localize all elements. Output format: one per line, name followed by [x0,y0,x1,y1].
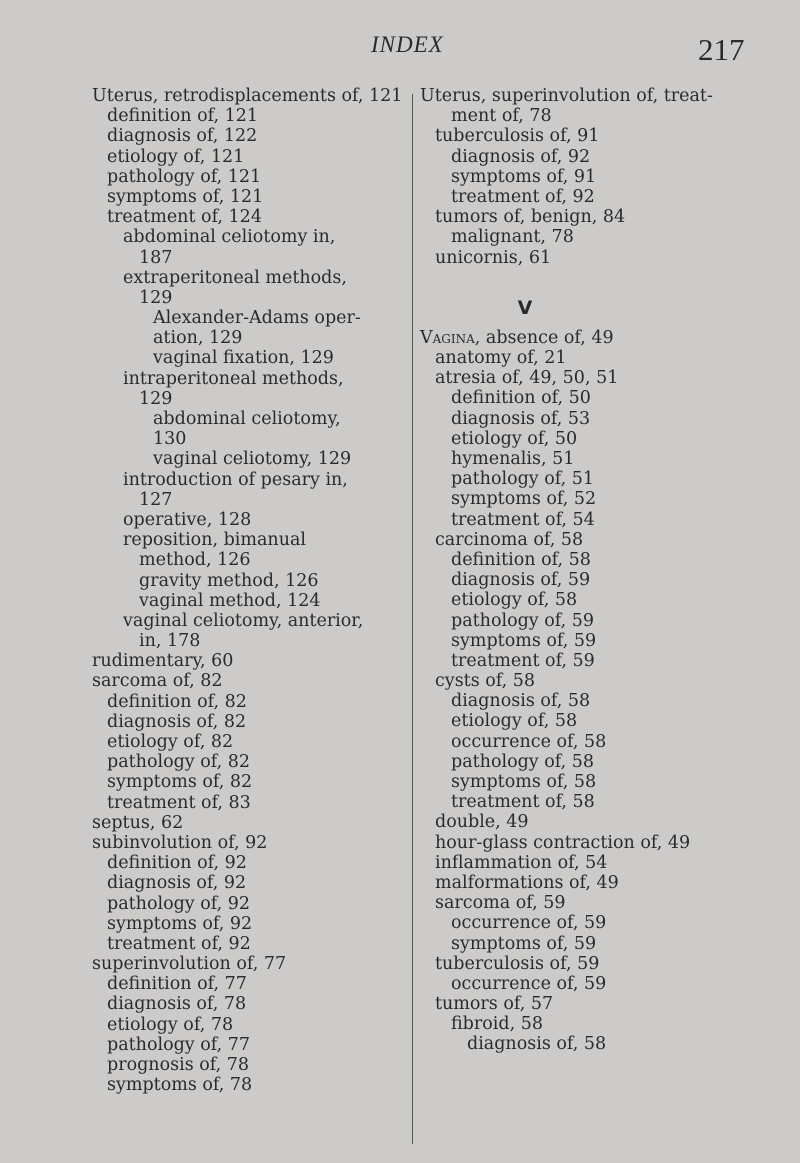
index-entry: subinvolution of, 92 [92,832,268,853]
column-divider [412,94,413,1144]
index-entry: symptoms of, 59 [451,933,597,954]
index-entry: septus, 62 [92,812,184,833]
index-entry: gravity method, 126 [139,570,319,591]
index-entry: diagnosis of, 78 [107,994,247,1015]
index-entry: etiology of, 121 [107,146,245,167]
index-entry: 187 [139,247,173,268]
index-entry: intraperitoneal methods, [123,368,344,389]
index-entry: reposition, bimanual [123,530,306,551]
index-entry: symptoms of, 121 [107,186,264,207]
index-entry: 129 [139,287,173,308]
vagina-headword: Vagina [420,327,475,348]
spacer [420,268,780,288]
index-entry: pathology of, 59 [451,610,595,631]
index-entry: definition of, 92 [107,853,247,874]
index-entry: etiology of, 50 [451,428,578,449]
index-entry: atresia of, 49, 50, 51 [435,368,619,389]
index-entry: ation, 129 [153,328,243,349]
index-column-left [92,86,404,1095]
right-bottom-entries [420,348,780,1055]
index-entry: double, 49 [435,812,529,833]
index-entry: prognosis of, 78 [107,1055,250,1075]
index-entry: diagnosis of, 122 [107,126,258,147]
index-entry: etiology of, 78 [107,1014,234,1035]
index-entry: operative, 128 [123,509,252,530]
index-entry: tumors of, 57 [435,994,554,1015]
index-entry: treatment of, 124 [107,207,262,228]
index-entry: treatment of, 54 [451,509,595,530]
index-entry: pathology of, 92 [107,893,251,914]
index-entry: Uterus, retrodisplacements of, 121 [92,86,403,106]
index-entry: vaginal celiotomy, 129 [153,449,352,470]
index-entry: symptoms of, 52 [451,489,597,510]
index-entry: symptoms of, 58 [451,772,597,792]
index-entry: ment of, 78 [451,106,552,127]
right-top-entries [420,86,780,268]
index-entry: tuberculosis of, 91 [435,126,600,147]
index-entry: inflammation of, 54 [435,852,608,873]
index-entry: method, 126 [139,550,251,571]
index-entry: in, 178 [139,631,201,652]
index-entry: diagnosis of, 58 [467,1034,607,1055]
index-entry: occurrence of, 58 [451,731,607,752]
section-letter: V [517,296,533,319]
index-entry: extraperitoneal methods, [123,267,347,288]
index-entry: symptoms of, 91 [451,166,597,187]
page-number: 217 [698,32,745,67]
index-entry: etiology of, 58 [451,590,578,611]
index-entry: symptoms of, 92 [107,913,253,934]
index-entry: sarcoma of, 82 [92,671,223,692]
index-entry: Alexander-Adams oper- [153,308,361,329]
index-entry: 127 [139,489,173,510]
index-entry: 130 [153,429,187,450]
index-entry: Uterus, superinvolution of, treat- [420,86,713,106]
index-entry: diagnosis of, 58 [451,691,591,712]
index-entry: carcinoma of, 58 [435,529,584,550]
index-entry: symptoms of, 78 [107,1075,253,1096]
index-entry: abdominal celiotomy, [153,409,341,429]
index-entry: tuberculosis of, 59 [435,953,600,974]
index-entry: vaginal method, 124 [139,590,321,611]
index-entry: pathology of, 51 [451,469,595,490]
index-entry: malignant, 78 [451,227,574,248]
index-entry: abdominal celiotomy in, [123,227,336,248]
index-column-right [420,86,780,1055]
index-entry: pathology of, 77 [107,1034,251,1055]
index-entry: hymenalis, 51 [451,449,575,469]
index-entry: pathology of, 121 [107,166,262,187]
running-head-title: INDEX [371,32,444,57]
index-entry: unicornis, 61 [435,247,552,268]
index-entry: occurrence of, 59 [451,973,607,994]
index-entry-vagina [420,328,780,348]
index-entry: definition of, 58 [451,549,591,570]
index-entry: definition of, 121 [107,106,259,127]
index-entry: treatment of, 59 [451,650,595,671]
index-entry: pathology of, 82 [107,752,251,773]
vagina-headword-rest: , absence of, 49 [474,327,614,348]
index-entry: treatment of, 58 [451,792,595,813]
page-header [0,28,800,68]
index-entry: diagnosis of, 82 [107,711,247,732]
index-entry: sarcoma of, 59 [435,893,566,914]
index-entry: treatment of, 83 [107,792,251,813]
index-entry: definition of, 50 [451,388,591,409]
index-entry: malformations of, 49 [435,872,619,893]
index-entry: pathology of, 58 [451,751,595,772]
index-entry: cysts of, 58 [435,671,536,692]
index-entry: introduction of pesary in, [123,469,348,490]
index-entry: definition of, 77 [107,974,247,995]
index-entry: symptoms of, 59 [451,630,597,651]
index-entry: superinvolution of, 77 [92,954,287,975]
index-entry: diagnosis of, 92 [451,146,591,167]
index-entry: diagnosis of, 53 [451,408,591,429]
index-entry: vaginal celiotomy, anterior, [123,610,364,631]
index-entry: vaginal fixation, 129 [153,348,334,369]
index-entry: diagnosis of, 59 [451,570,591,591]
index-entry: etiology of, 58 [451,711,578,732]
index-entry: 129 [139,388,173,409]
index-entry: diagnosis of, 92 [107,873,247,894]
index-entry: treatment of, 92 [451,186,595,207]
index-entry: hour-glass contraction of, 49 [435,832,691,853]
index-entry: symptoms of, 82 [107,772,253,793]
index-entry: definition of, 82 [107,691,247,712]
index-entry: anatomy of, 21 [435,348,567,369]
index-entry: treatment of, 92 [107,933,251,954]
index-entry: etiology of, 82 [107,732,234,752]
index-entry: rudimentary, 60 [92,651,234,672]
index-entry: tumors of, benign, 84 [435,207,626,228]
index-entry: fibroid, 58 [451,1014,543,1035]
index-entry: occurrence of, 59 [451,913,607,934]
